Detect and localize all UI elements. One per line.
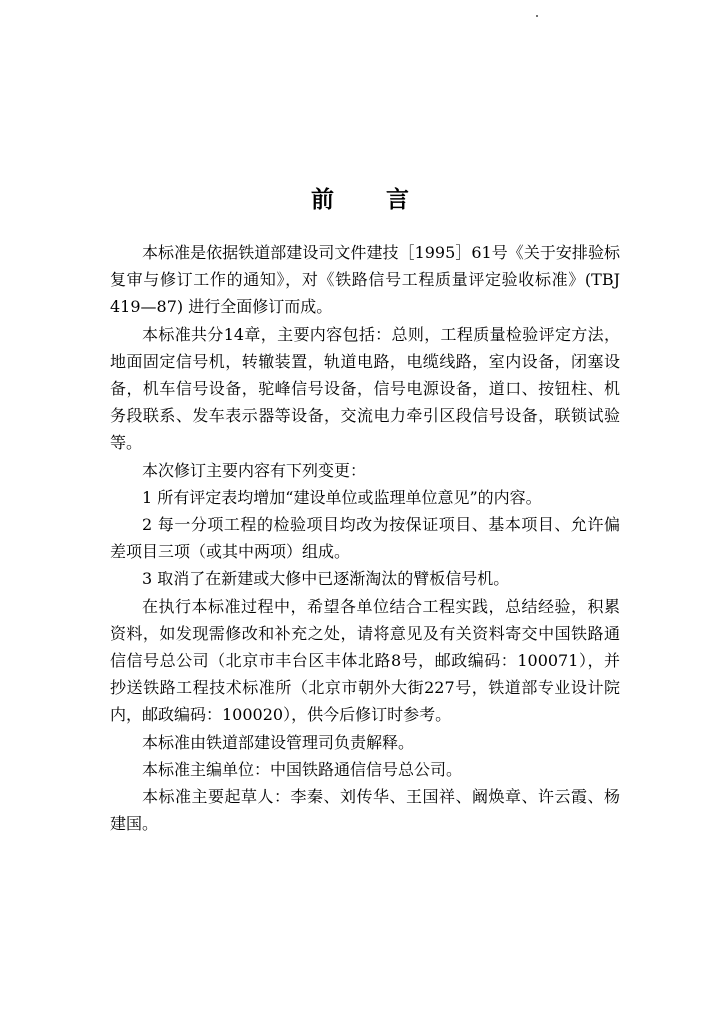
- page-title-char-1: 前: [311, 187, 334, 213]
- scan-speck: [536, 15, 538, 17]
- preface-paragraph-drafters: 本标准主要起草人：李秦、刘传华、王国祥、阚焕章、许云霞、杨建国。: [110, 787, 620, 834]
- preface-paragraph-changes-intro: 本次修订主要内容有下列变更：: [142, 460, 367, 480]
- preface-paragraph-interpretation: 本标准由铁道部建设管理司负责解释。: [142, 732, 415, 752]
- page-title-char-2: 言: [386, 187, 409, 213]
- preface-change-item-1: 1 所有评定表均增加“建设单位或监理单位意见”的内容。: [142, 487, 542, 507]
- page-title: [0, 184, 720, 216]
- preface-change-item-2: 2 每一分项工程的检验项目均改为按保证项目、基本项目、允许偏差项目三项（或其中两项）组成。: [110, 515, 620, 562]
- preface-change-item-3: 3 取消了在新建或大修中已逐渐淘汰的臂板信号机。: [142, 569, 510, 589]
- preface-paragraph-feedback: 在执行本标准过程中，希望各单位结合工程实践，总结经验，积累资料，如发现需修改和补充之处，请将意见及有关资料寄交中国铁路通信信号总公司（北京市丰台区丰体北路8号，邮政编码：100071），并抄送铁路工程技术标准所（北京市朝外大街227号，铁道部专业设计院内，邮政编码：100020），供今后修订时参考。: [110, 596, 620, 725]
- preface-paragraph-contents: 本标准共分14章，主要内容包括：总则，工程质量检验评定方法，地面固定信号机，转辙装置，轨道电路，电缆线路，室内设备，闭塞设备，机车信号设备，驼峰信号设备，信号电源设备，道口、按钮柱、机务段联系、发车表示器等设备，交流电力牵引区段信号设备，联锁试验等。: [110, 324, 620, 453]
- preface-paragraph-chief-editor: 本标准主编单位：中国铁路通信信号总公司。: [142, 759, 463, 779]
- preface-body: [110, 239, 620, 837]
- preface-paragraph-basis: 本标准是依据铁道部建设司文件建技［1995］61号《关于安排验标复审与修订工作的通知》，对《铁路信号工程质量评定验收标准》(TBJ 419—87) 进行全面修订而成。: [110, 243, 620, 317]
